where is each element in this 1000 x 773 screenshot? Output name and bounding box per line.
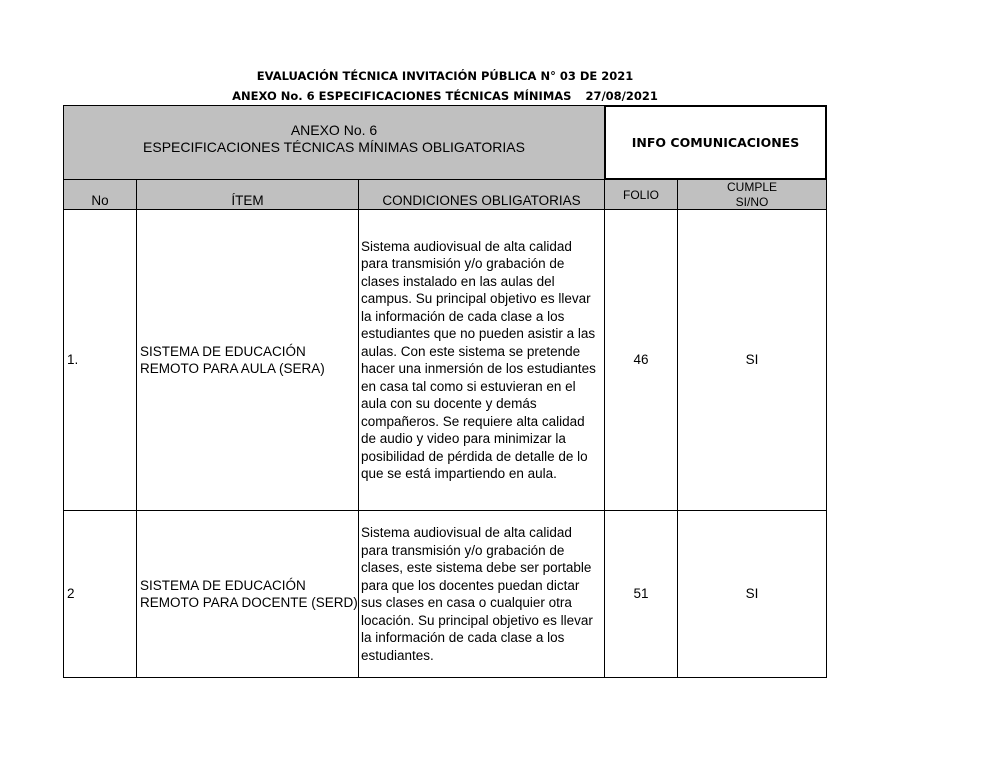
- annex-description: ESPECIFICACIONES TÉCNICAS MÍNIMAS OBLIGATORIAS: [143, 138, 525, 155]
- column-header-conditions: CONDICIONES OBLIGATORIAS: [358, 179, 605, 210]
- row-1-number: 1.: [63, 209, 137, 511]
- row-1-conditions: Sistema audiovisual de alta calidad para transmisión y/o grabación de clases instalado en las aulas del campus. Su principal objetivo es llevar la información de cada clase a los estudiantes que no pueden asistir a las aulas. Con este sistema se pretende hacer una inmersión de los estudiantes en casa tal como si estuvieran en el aula con su docente y demás compañeros. Se requiere alta calidad de audio y video para minimizar la posibilidad de pérdida de detalle de lo que se está impartiendo en aula.: [358, 209, 605, 511]
- document-date: 27/08/2021: [585, 89, 658, 103]
- column-header-no: No: [63, 179, 137, 210]
- specifications-table: [63, 105, 827, 678]
- annex-header: [63, 105, 605, 180]
- column-header-folio: FOLIO: [604, 179, 678, 210]
- annex-number: ANEXO No. 6: [290, 121, 378, 138]
- document-subtitle: [0, 89, 890, 103]
- row-2-folio: 51: [604, 510, 678, 678]
- company-name: INFO COMUNICACIONES: [604, 105, 827, 180]
- cumple-options: SI/NO: [735, 194, 769, 209]
- column-header-item: ÍTEM: [136, 179, 359, 210]
- row-2-item: SISTEMA DE EDUCACIÓN REMOTO PARA DOCENTE (SERD): [136, 510, 359, 678]
- row-1-folio: 46: [604, 209, 678, 511]
- row-2-conditions: Sistema audiovisual de alta calidad para transmisión y/o grabación de clases, este sistema debe ser portable para que los docentes puedan dictar sus clases en casa o cualquier otra locación. Su principal objetivo es llevar la información de cada clase a los estudiantes.: [358, 510, 605, 678]
- row-2-number: 2: [63, 510, 137, 678]
- row-1-cumple: SI: [677, 209, 827, 511]
- document-title: EVALUACIÓN TÉCNICA INVITACIÓN PÚBLICA N° 03 DE 2021: [256, 69, 634, 83]
- row-1-item: SISTEMA DE EDUCACIÓN REMOTO PARA AULA (SERA): [136, 209, 359, 511]
- column-header-cumple: [677, 179, 827, 210]
- cumple-label: CUMPLE: [726, 179, 777, 194]
- subtitle-text: ANEXO No. 6 ESPECIFICACIONES TÉCNICAS MÍNIMAS: [232, 89, 572, 103]
- row-2-cumple: SI: [677, 510, 827, 678]
